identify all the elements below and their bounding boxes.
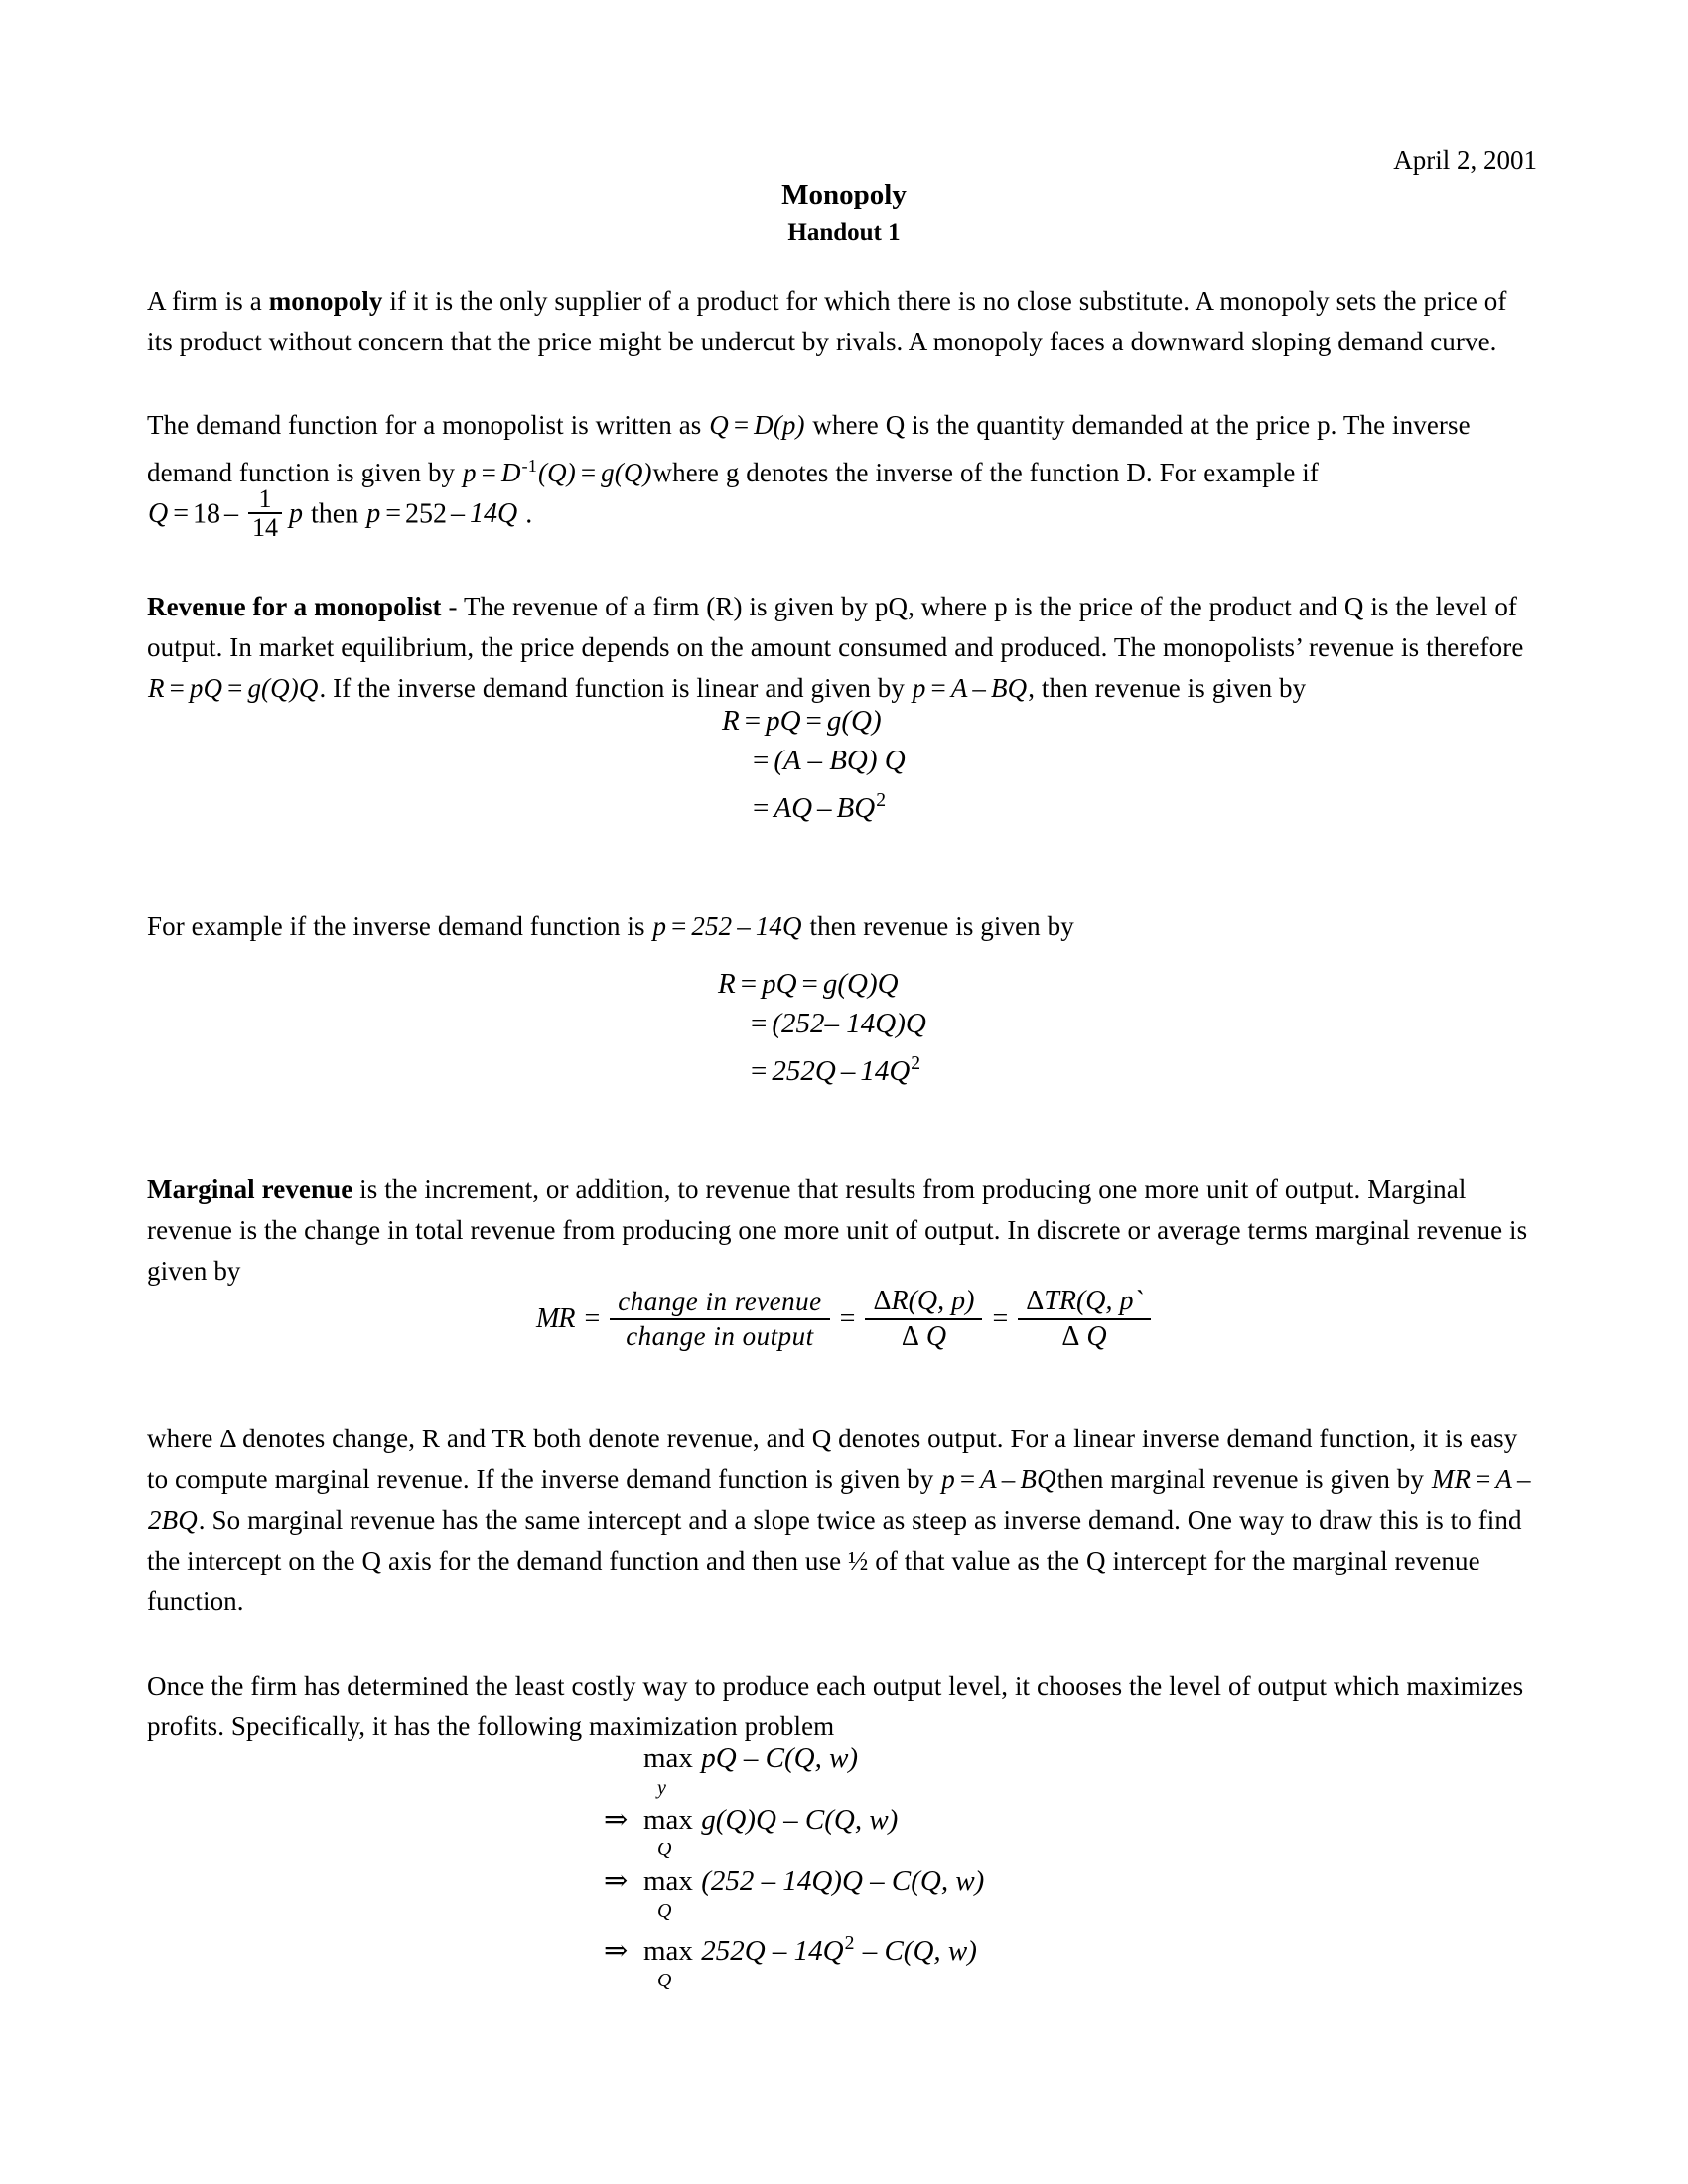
eq-rev-gen-eq2: =: [805, 705, 822, 737]
max-subscript-3: Q: [657, 1900, 672, 1922]
p3-math-R: R: [148, 673, 165, 703]
equation-inline-fraction: [147, 484, 1537, 544]
mr-frac3-den-body: Q: [1086, 1321, 1107, 1352]
p3-op-eq-2: =: [227, 673, 243, 703]
mr-equals-2: =: [839, 1303, 856, 1334]
eq-rev-ex-expanded: (252– 14Q)Q: [772, 1008, 926, 1039]
p3-math-A: A: [950, 673, 968, 703]
max-subscript-1: y: [657, 1777, 666, 1799]
eqfrac-equals-1: =: [173, 498, 190, 530]
mr-fraction-deltaTR: [1018, 1288, 1151, 1351]
eqfrac-then: then: [311, 498, 359, 530]
document-date: April 2, 2001: [1393, 145, 1537, 175]
p4-math-p: p: [652, 911, 667, 941]
p7-text-a: Once the firm has determined the least costly way to produce each output level, it chooses the level of output which maximizes profits. Specifically, it has the following maximization problem: [147, 1671, 1524, 1741]
eq-rev-ex-line1: [717, 964, 927, 1004]
document-subtitle: Handout 1: [787, 219, 901, 246]
p6-op-eq-2: =: [1476, 1464, 1491, 1494]
eqfrac-denominator: 14: [248, 512, 282, 542]
mr-frac2-den-body: Q: [925, 1321, 947, 1352]
eq-rev-ex-line3: [717, 1043, 927, 1091]
max-body-1: pQ – C(Q, w): [701, 1742, 859, 1774]
max-line-2: [604, 1789, 985, 1860]
eqfrac-minus-1: –: [224, 498, 239, 530]
equation-revenue-general: [721, 701, 907, 828]
eq-rev-gen-R: R: [722, 705, 740, 737]
max-subscript-2: Q: [657, 1839, 672, 1860]
p2-op-equals-1: =: [733, 410, 750, 440]
eq-rev-gen-line1: [721, 701, 907, 741]
p3-op-minus: –: [972, 673, 987, 703]
eqfrac-period: .: [525, 498, 533, 530]
max-label-1: max: [643, 1742, 693, 1774]
p2-math-ofQ: (Q): [538, 458, 576, 487]
p2-math-D: D: [500, 458, 521, 487]
p4-op-minus: –: [737, 911, 751, 941]
max-arrow-3: ⇒: [604, 1865, 629, 1897]
p2-math-Dp: D(p): [754, 410, 805, 440]
mr-equals-1: =: [584, 1303, 601, 1334]
p5-text-a: is the increment, or addition, to revenue that results from producing one more unit of output. Marginal revenue is the change in total revenue from producing one more unit of output. In discrete or average terms marginal revenue is given by: [147, 1174, 1528, 1286]
eq-rev-ex-R: R: [718, 968, 736, 1000]
eqfrac-equals-2: =: [385, 498, 402, 530]
max-line-4: [604, 1912, 985, 1991]
mr-frac2-numerator: [865, 1288, 982, 1318]
p3-math-BQ: BQ: [991, 673, 1028, 703]
mr-frac3-numerator: [1018, 1288, 1151, 1318]
max-label-4: max: [643, 1934, 693, 1967]
eq-rev-gen-square: 2: [876, 789, 887, 811]
delta-symbol-r-den: Δ: [901, 1321, 919, 1352]
p6-math-A2: A: [1495, 1464, 1512, 1494]
eq-rev-gen-minus: –: [817, 791, 832, 824]
p6-text-b: then marginal revenue is given by: [1056, 1464, 1431, 1494]
eq-rev-ex-14Q: 14Q: [860, 1054, 911, 1087]
p3-op-eq-1: =: [169, 673, 185, 703]
p4-math-14Q: 14Q: [755, 911, 802, 941]
max-arrow-2: ⇒: [604, 1804, 629, 1836]
eq-rev-ex-eq3: =: [751, 1008, 768, 1039]
p4-text-a: For example if the inverse demand function is: [147, 911, 652, 941]
mr-frac2-denominator: [865, 1318, 982, 1351]
mr-fraction-words: [610, 1289, 829, 1350]
p2-op-equals-3: =: [580, 458, 597, 487]
max-body-3: (252 – 14Q)Q – C(Q, w): [701, 1865, 985, 1897]
eqfrac-18: 18: [193, 498, 221, 530]
p3-math-gQQ: g(Q)Q: [247, 673, 319, 703]
max-operator-1: [643, 1727, 693, 1799]
max-subscript-4: Q: [657, 1969, 672, 1991]
delta-symbol-r-num: Δ: [873, 1286, 892, 1316]
p3-op-eq-3: =: [930, 673, 946, 703]
p2-math-superscript: -1: [521, 456, 538, 476]
mr-frac1-denominator: change in output: [610, 1318, 829, 1350]
equation-marginal-revenue: [536, 1288, 1151, 1351]
p2-text-a: The demand function for a monopolist is written as: [147, 410, 709, 440]
eq-rev-gen-AQ: AQ: [774, 791, 813, 824]
mr-lhs-label: MR: [536, 1303, 575, 1334]
eq-rev-ex-eq4: =: [751, 1054, 768, 1087]
eqfrac-p-2: p: [366, 498, 381, 530]
eq-rev-ex-252Q: 252Q: [772, 1054, 836, 1087]
p6-text-a: where Δ denotes change, R and TR both denote revenue, and Q denotes output. For a linear inverse demand function, it is easy to compute marginal revenue. If the inverse demand function is given by: [147, 1424, 1518, 1494]
p3-bold-heading: Revenue for a monopolist: [147, 592, 442, 621]
eq-rev-ex-eq1: =: [740, 968, 758, 1000]
p6-text-c: . So marginal revenue has the same intercept and a slope twice as steep as inverse demand. One way to draw this is to find the intercept on the Q axis for the demand function and then use ½ of that value as the Q intercept for the marginal revenue function.: [147, 1505, 1522, 1616]
p3-math-pQ: pQ: [189, 673, 223, 703]
p3-text-b: . If the inverse demand function is linear and given by: [319, 673, 912, 703]
p3-text-a: - The revenue of a firm (R) is given by pQ, where p is the price of the product and Q is the level of output. In market equilibrium, the price depends on the amount consumed and produced. The monopolists’ revenue is therefore: [147, 592, 1524, 662]
p6-math-2BQ: 2BQ: [148, 1505, 198, 1535]
p6-op-minus-1: –: [1001, 1464, 1016, 1494]
p1-text-b: if it is the only supplier of a product for which there is no close substitute. A monopoly sets the price of its product without concern that the price might be undercut by rivals. A monopoly faces a downward sloping demand curve.: [147, 286, 1507, 356]
p3-text-c: , then revenue is given by: [1028, 673, 1307, 703]
equation-revenue-example: [717, 964, 927, 1091]
p6-math-A: A: [980, 1464, 997, 1494]
p4-op-eq: =: [671, 911, 687, 941]
eq-rev-gen-BQ: BQ: [836, 791, 876, 824]
max-body-2: g(Q)Q – C(Q, w): [701, 1804, 899, 1836]
eq-rev-ex-line2: [717, 1004, 927, 1043]
eq-rev-gen-expanded: (A – BQ) Q: [774, 745, 906, 776]
p4-math-252: 252: [691, 911, 733, 941]
eq-rev-ex-pQ: pQ: [762, 968, 797, 1000]
p2-math-p: p: [463, 458, 477, 487]
eq-rev-ex-eq2: =: [801, 968, 818, 1000]
paragraph-demand-function: [147, 405, 1537, 493]
p6-op-minus-2: –: [1516, 1464, 1531, 1494]
mr-frac1-numerator: change in revenue: [618, 1287, 822, 1316]
equation-maximization: [604, 1727, 985, 1991]
eqfrac-numerator: 1: [258, 484, 272, 513]
mr-frac3-num-body: TR(Q, p`: [1044, 1286, 1143, 1316]
eqfrac-p-1: p: [289, 498, 304, 530]
eqfrac-14Q: 14Q: [470, 498, 518, 530]
max-label-2: max: [643, 1804, 693, 1836]
mr-equals-3: =: [992, 1303, 1009, 1334]
p2-op-equals-2: =: [481, 458, 496, 487]
eq-rev-gen-eq3: =: [753, 745, 770, 776]
p1-bold-monopoly: monopoly: [268, 286, 383, 316]
p2-math-gQ: g(Q): [601, 458, 652, 487]
eqfrac-fraction-one-fourteenth: [248, 486, 282, 542]
p4-text-b: then revenue is given by: [802, 911, 1074, 941]
eqfrac-252: 252: [405, 498, 448, 530]
eq-rev-ex-square: 2: [911, 1052, 921, 1074]
eqfrac-lhs-Q: Q: [148, 498, 169, 530]
p2-math-Q: Q: [709, 410, 729, 440]
eq-rev-gen-line2: [721, 741, 907, 780]
paragraph-revenue: [147, 587, 1537, 709]
p6-op-eq-1: =: [959, 1464, 976, 1494]
eq-rev-gen-line3: [721, 780, 907, 828]
max-arrow-4: ⇒: [604, 1934, 629, 1967]
paragraph-revenue-example: [147, 906, 1537, 947]
eq-rev-gen-eq4: =: [753, 791, 770, 824]
max-line-3: [604, 1850, 985, 1922]
max-body-4a: 252Q – 14Q: [701, 1934, 844, 1967]
mr-frac2-num-body: R(Q, p): [891, 1286, 975, 1316]
document-title: Monopoly: [781, 179, 907, 210]
max-operator-3: [643, 1850, 693, 1922]
max-operator-2: [643, 1789, 693, 1860]
max-body-4-square: 2: [844, 1932, 855, 1954]
max-line-1: [604, 1727, 985, 1799]
paragraph-delta-explanation: [147, 1419, 1537, 1622]
eq-rev-ex-gQQ: g(Q)Q: [822, 968, 899, 1000]
delta-symbol-tr-den: Δ: [1061, 1321, 1080, 1352]
paragraph-definition: [147, 281, 1537, 362]
p5-bold-heading: Marginal revenue: [147, 1174, 353, 1204]
paragraph-marginal-revenue: [147, 1169, 1537, 1292]
eq-rev-gen-pQ: pQ: [766, 705, 801, 737]
max-body-4b: – C(Q, w): [855, 1934, 977, 1967]
eq-rev-gen-eq1: =: [744, 705, 762, 737]
p3-math-p: p: [912, 673, 926, 703]
mr-fraction-deltaR: [865, 1288, 982, 1351]
p6-math-BQ: BQ: [1020, 1464, 1056, 1494]
eq-rev-gen-gQ: g(Q): [826, 705, 882, 737]
p2-text-c: where g denotes the inverse of the function D. For example if: [652, 458, 1319, 487]
eq-rev-ex-minus: –: [840, 1054, 856, 1087]
eqfrac-minus-2: –: [451, 498, 466, 530]
delta-symbol-tr-num: Δ: [1026, 1286, 1045, 1316]
p2-text-b: where Q is the quantity demanded at the price p. The inverse demand function is given by: [147, 410, 1471, 487]
p6-math-p: p: [941, 1464, 955, 1494]
max-label-3: max: [643, 1865, 693, 1897]
max-operator-4: [643, 1920, 693, 1991]
mr-frac3-denominator: [1018, 1318, 1151, 1351]
p1-text-a: A firm is a: [147, 286, 269, 316]
p6-math-MR: MR: [1431, 1464, 1472, 1494]
